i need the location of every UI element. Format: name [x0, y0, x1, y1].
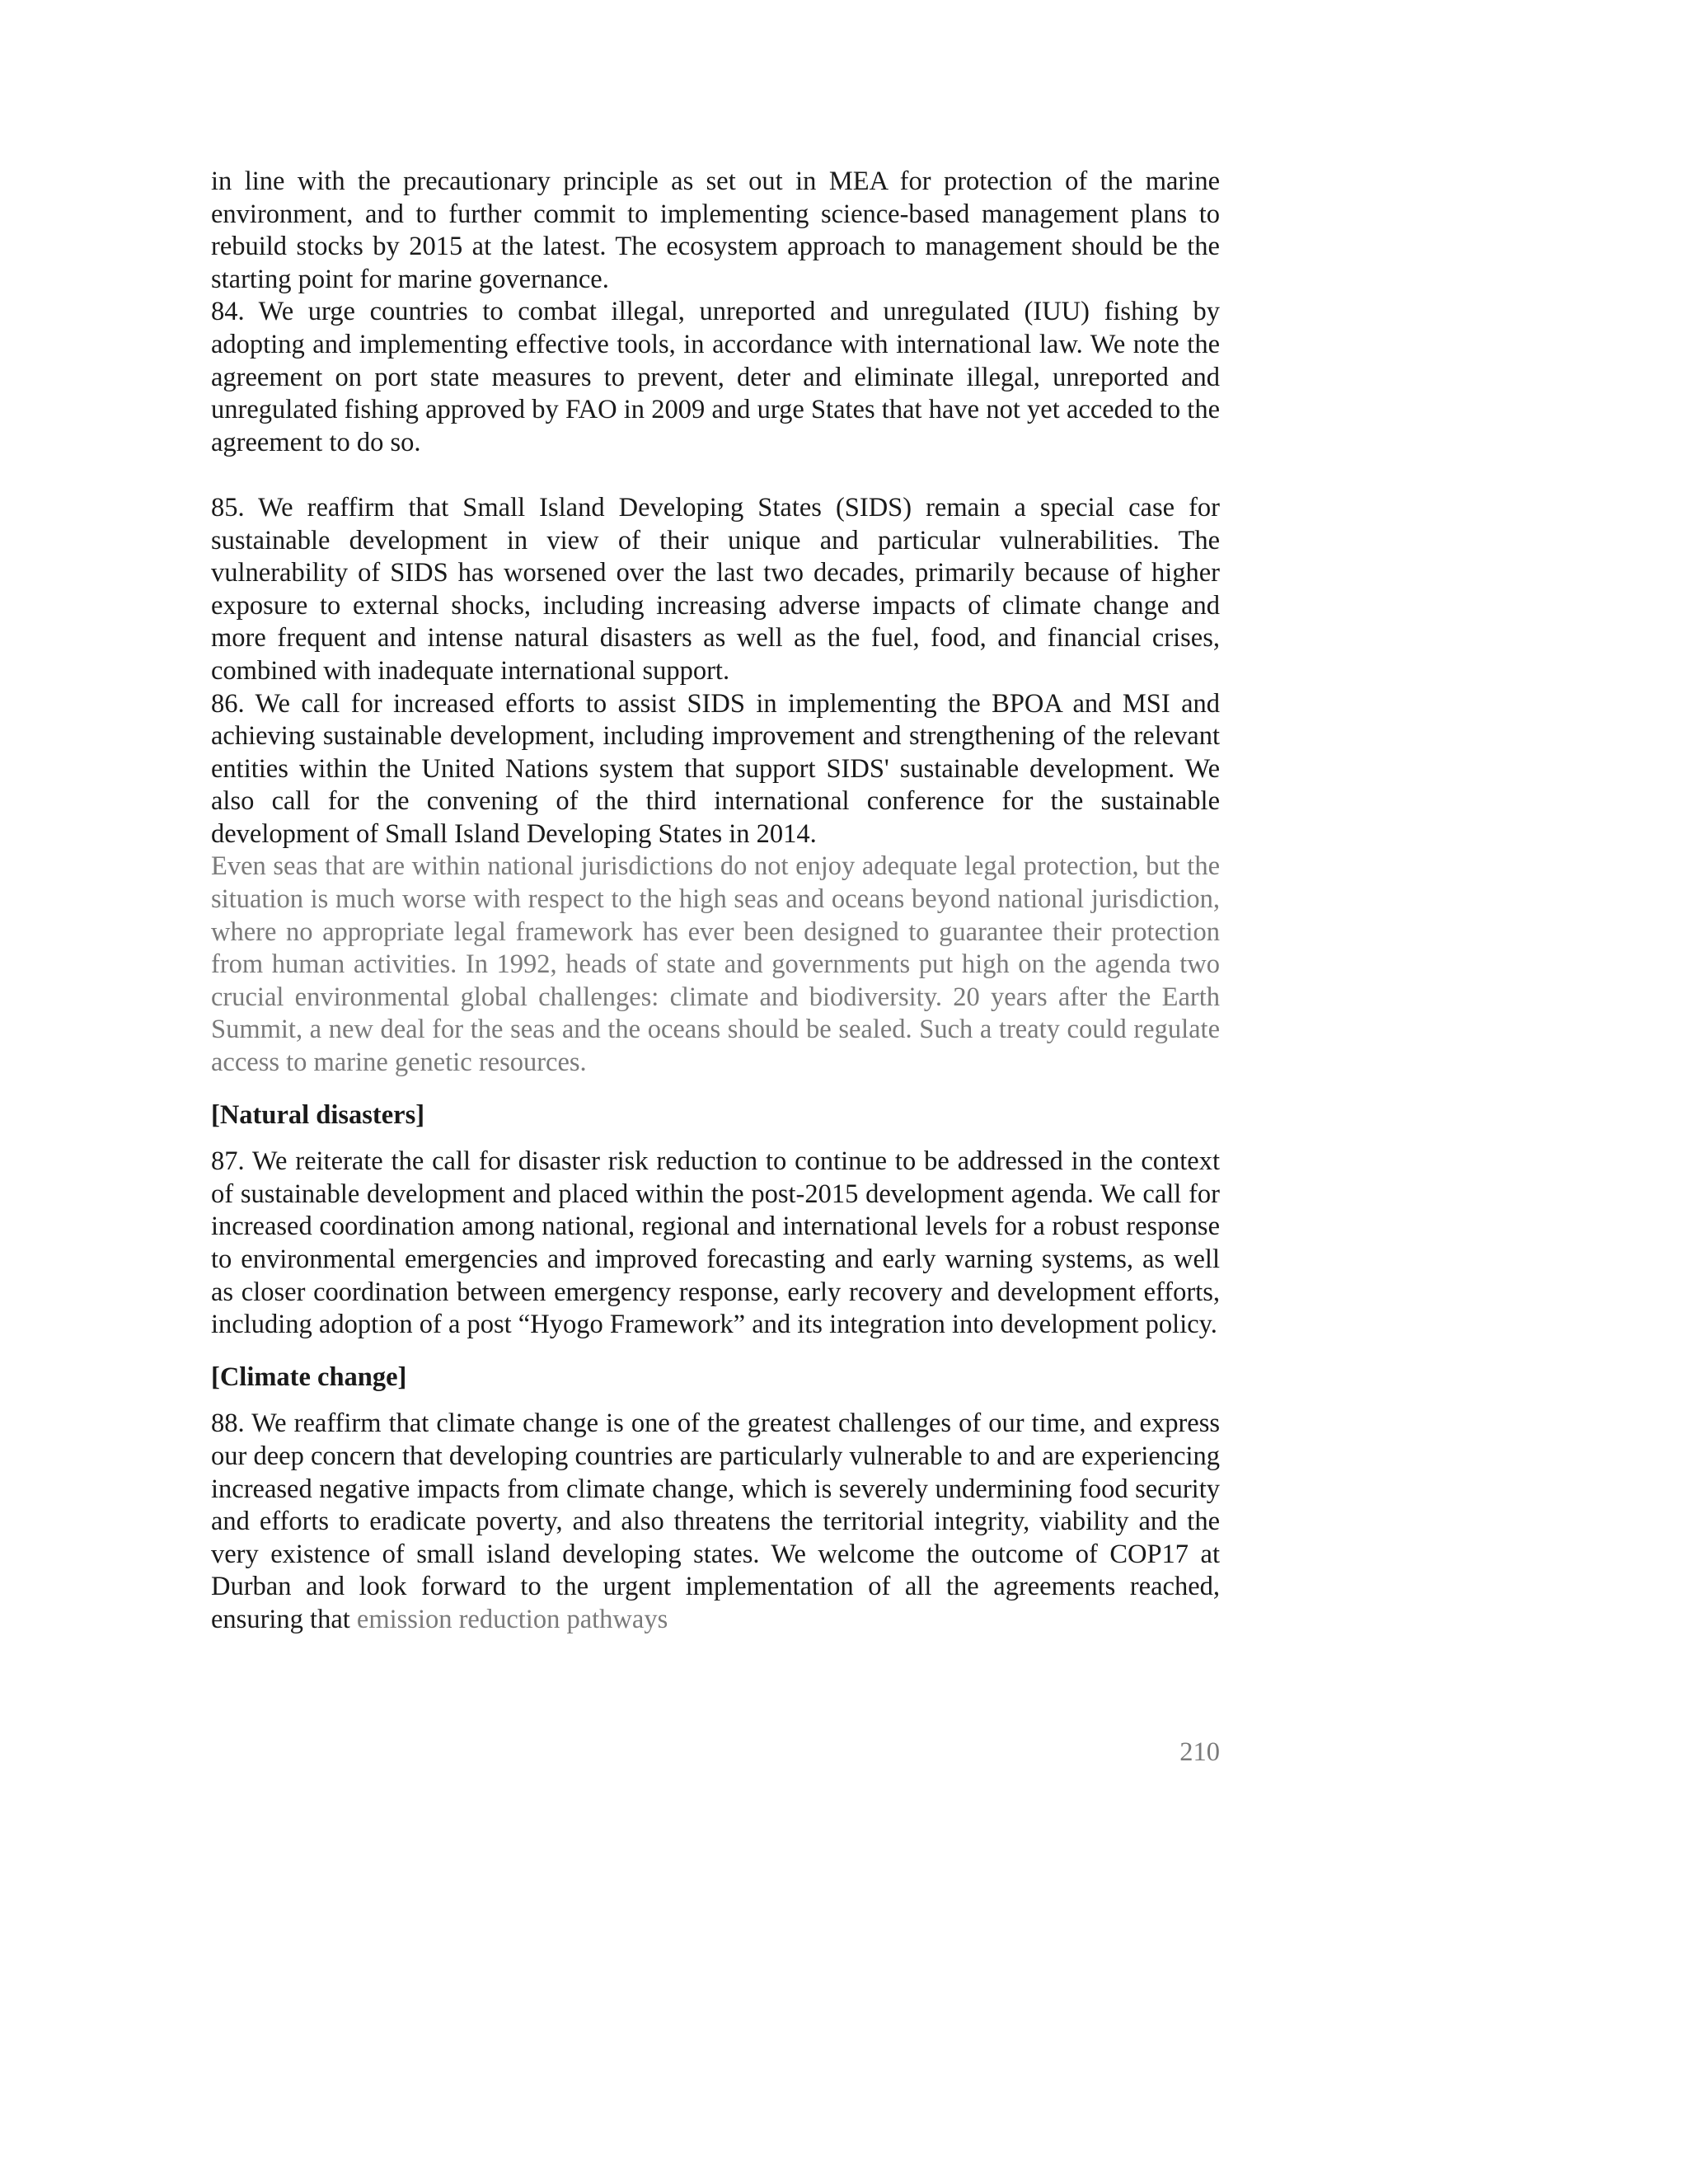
paragraph-84: 84. We urge countries to combat illegal, unreported and unregulated (IUU) fishing by adopting and implementing effective tools, in accordance with international law. We note the agreement on port state measures to prevent, deter and eliminate illegal, unreported and unregulated fishing approved by FAO in 2009 and urge States that have not yet acceded to the agreement to do so. [211, 297, 1220, 457]
section-heading-natural-disasters: [Natural disasters] [211, 1099, 425, 1130]
document-body [211, 166, 1220, 1637]
spacer [211, 1080, 1220, 1099]
paragraph-continuation: in line with the precautionary principle as set out in MEA for protection of the marine environment, and to further commit to implementing science-based management plans to rebuild stocks by 2015 at the latest. The ecosystem approach to management should be the starting point for marine governance. [211, 166, 1220, 294]
paragraph-88-text: 88. We reaffirm that climate change is one of the greatest challenges of our time, and express our deep concern that developing countries are particularly vulnerable to and are experiencing increased negative impacts from climate change, which is severely undermining food security and efforts to eradicate poverty, and also threatens the territorial integrity, viability and the very existence of small island developing states. We welcome the outcome of COP17 at Durban and look forward to the urgent implementation of all the agreements reached, ensuring that [211, 1408, 1220, 1634]
paragraph-88 [211, 1408, 1220, 1636]
page-number: 210 [1179, 1737, 1220, 1767]
comment-paragraph-seas: Even seas that are within national jurisdictions do not enjoy adequate legal protection, but the situation is much worse with respect to the high seas and oceans beyond national jurisdiction, where no appropriate legal framework has ever been designed to guarantee their protection from human activities. In 1992, heads of state and governments put high on the agenda two crucial environmental global challenges: climate and biodiversity. 20 years after the Earth Summit, a new deal for the seas and the oceans should be sealed. Such a treaty could regulate access to marine genetic resources. [211, 851, 1220, 1078]
spacer [211, 1342, 1220, 1361]
paragraph-85: 85. We reaffirm that Small Island Developing States (SIDS) remain a special case for sustainable development in view of their unique and particular vulnerabilities. The vulnerability of SIDS has worsened over the last two decades, primarily because of higher exposure to external shocks, including increasing adverse impacts of climate change and more frequent and intense natural disasters as well as the fuel, food, and financial crises, combined with inadequate international support. [211, 492, 1220, 686]
blank-line [211, 459, 1220, 492]
paragraph-86: 86. We call for increased efforts to assist SIDS in implementing the BPOA and MSI and achieving sustainable development, including improvement and strengthening of the relevant entities within the United Nations system that support SIDS' sustainable development. We also call for the convening of the third international conference for the sustainable development of Small Island Developing States in 2014. [211, 688, 1220, 849]
spacer [211, 1394, 1220, 1408]
paragraph-87: 87. We reiterate the call for disaster risk reduction to continue to be addressed in the context of sustainable development and placed within the post-2015 development agenda. We call for increased coordination among national, regional and international levels for a robust response to environmental emergencies and improved forecasting and early warning systems, as well as closer coordination between emergency response, early recovery and development efforts, including adoption of a post “Hyogo Framework” and its integration into development policy. [211, 1146, 1220, 1340]
section-heading-climate-change: [Climate change] [211, 1361, 407, 1392]
paragraph-88-grey-text: emission reduction pathways [356, 1604, 668, 1634]
spacer [211, 1132, 1220, 1146]
